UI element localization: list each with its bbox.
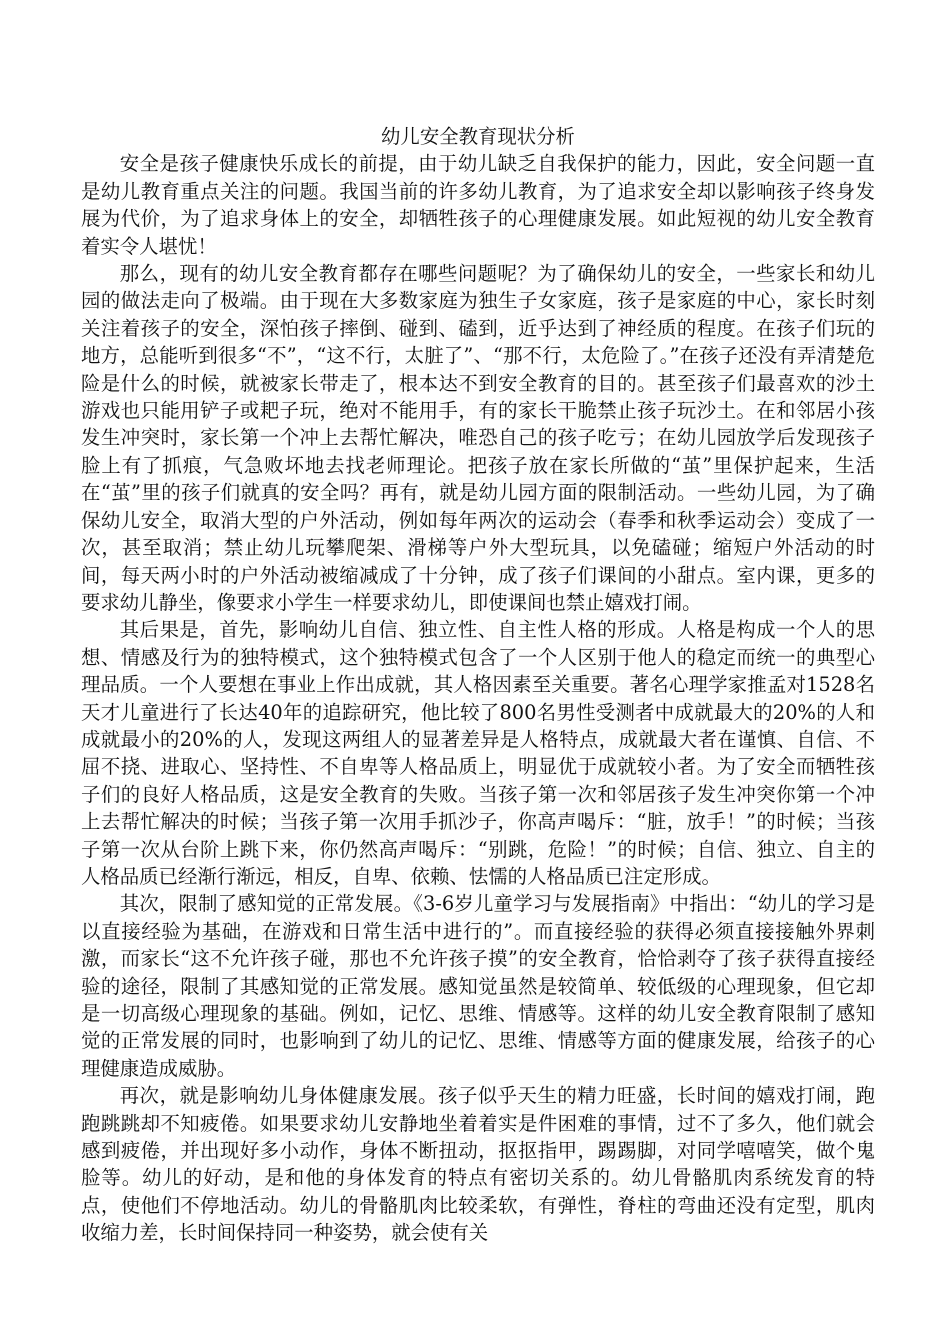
paragraph-problems: 那么，现有的幼儿安全教育都存在哪些问题呢？为了确保幼儿的安全，一些家长和幼儿园的做法走向了极端。由于现在大多数家庭为独生子女家庭，孩子是家庭的中心，家长时刻关注着孩子的安全，深怕孩子摔倒、碰到、磕到，近乎达到了神经质的程度。在孩子们玩的地方，总能听到很多“不”，“这不行，太脏了”、“那不行，太危险了。”在孩子还没有弄清楚危险是什么的时候，就被家长带走了，根本达不到安全教育的目的。甚至孩子们最喜欢的沙土游戏也只能用铲子或耙子玩，绝对不能用手，有的家长干脆禁止孩子玩沙土。在和邻居小孩发生冲突时，家长第一个冲上去帮忙解决，唯恐自己的孩子吃亏；在幼儿园放学后发现孩子脸上有了抓痕，气急败坏地去找老师理论。把孩子放在家长所做的“茧”里保护起来，生活在“茧”里的孩子们就真的安全吗？再有，就是幼儿园方面的限制活动。一些幼儿园，为了确保幼儿安全，取消大型的户外活动，例如每年两次的运动会（春季和秋季运动会）变成了一次，甚至取消；禁止幼儿玩攀爬架、滑梯等户外大型玩具，以免磕碰；缩短户外活动的时间，每天两小时的户外活动被缩减成了十分钟，成了孩子们课间的小甜点。室内课，更多的要求幼儿静坐，像要求小学生一样要求幼儿，即使课间也禁止嬉戏打闹。	[81, 262, 875, 614]
paragraph-intro: 安全是孩子健康快乐成长的前提，由于幼儿缺乏自我保护的能力，因此，安全问题一直是幼儿教育重点关注的问题。我国当前的许多幼儿教育，为了追求安全却以影响孩子终身发展为代价，为了追求身体上的安全，却牺牲孩子的心理健康发展。如此短视的幼儿安全教育着实令人堪忧！	[81, 152, 875, 258]
paragraph-perception: 其次，限制了感知觉的正常发展。《3-6岁儿童学习与发展指南》中指出：“幼儿的学习是以直接经验为基础，在游戏和日常生活中进行的”。而直接经验的获得必须直接接触外界刺激，而家长“这不允许孩子碰，那也不允许孩子摸”的安全教育，恰恰剥夺了孩子获得直接经验的途径，限制了其感知觉的正常发展。感知觉虽然是较简单、较低级的心理现象，但它却是一切高级心理现象的基础。例如，记忆、思维、情感等。这样的幼儿安全教育限制了感知觉的正常发展的同时，也影响到了幼儿的记忆、思维、情感等方面的健康发展，给孩子的心理健康造成威胁。	[81, 892, 875, 1080]
document-title: 幼儿安全教育现状分析	[381, 125, 575, 148]
document-page	[81, 123, 875, 1247]
paragraph-physical: 再次，就是影响幼儿身体健康发展。孩子似乎天生的精力旺盛，长时间的嬉戏打闹，跑跑跳跳却不知疲倦。如果要求幼儿安静地坐着着实是件困难的事情，过不了多久，他们就会感到疲倦，并出现好多小动作，身体不断扭动，抠抠指甲，踢踢脚，对同学嘻嘻笑，做个鬼脸等。幼儿的好动，是和他的身体发育的特点有密切关系的。幼儿骨骼肌肉系统发育的特点，使他们不停地活动。幼儿的骨骼肌肉比较柔软，有弹性，脊柱的弯曲还没有定型，肌肉收缩力差，长时间保持同一种姿势，就会使有关	[81, 1084, 875, 1245]
paragraph-personality: 其后果是，首先，影响幼儿自信、独立性、自主性人格的形成。人格是构成一个人的思想、情感及行为的独特模式，这个独特模式包含了一个人区别于他人的稳定而统一的典型心理品质。一个人要想在事业上作出成就，其人格因素至关重要。著名心理学家推孟对1528名天才儿童进行了长达40年的追踪研究，他比较了800名男性受测者中成就最大的20%的人和成就最小的20%的人，发现这两组人的显著差异是人格特点，成就最大者在谨慎、自信、不屈不挠、进取心、坚持性、不自卑等人格品质上，明显优于成就较小者。为了安全而牺牲孩子们的良好人格品质，这是安全教育的失败。当孩子第一次和邻居孩子发生冲突你第一个冲上去帮忙解决的时候；当孩子第一次用手抓沙子，你高声喝斥：“脏，放手！”的时候；当孩子第一次从台阶上跳下来，你仍然高声喝斥：“别跳，危险！”的时候；自信、独立、自主的人格品质已经渐行渐远，相反，自卑、依赖、怯懦的人格品质已注定形成。	[81, 618, 875, 888]
